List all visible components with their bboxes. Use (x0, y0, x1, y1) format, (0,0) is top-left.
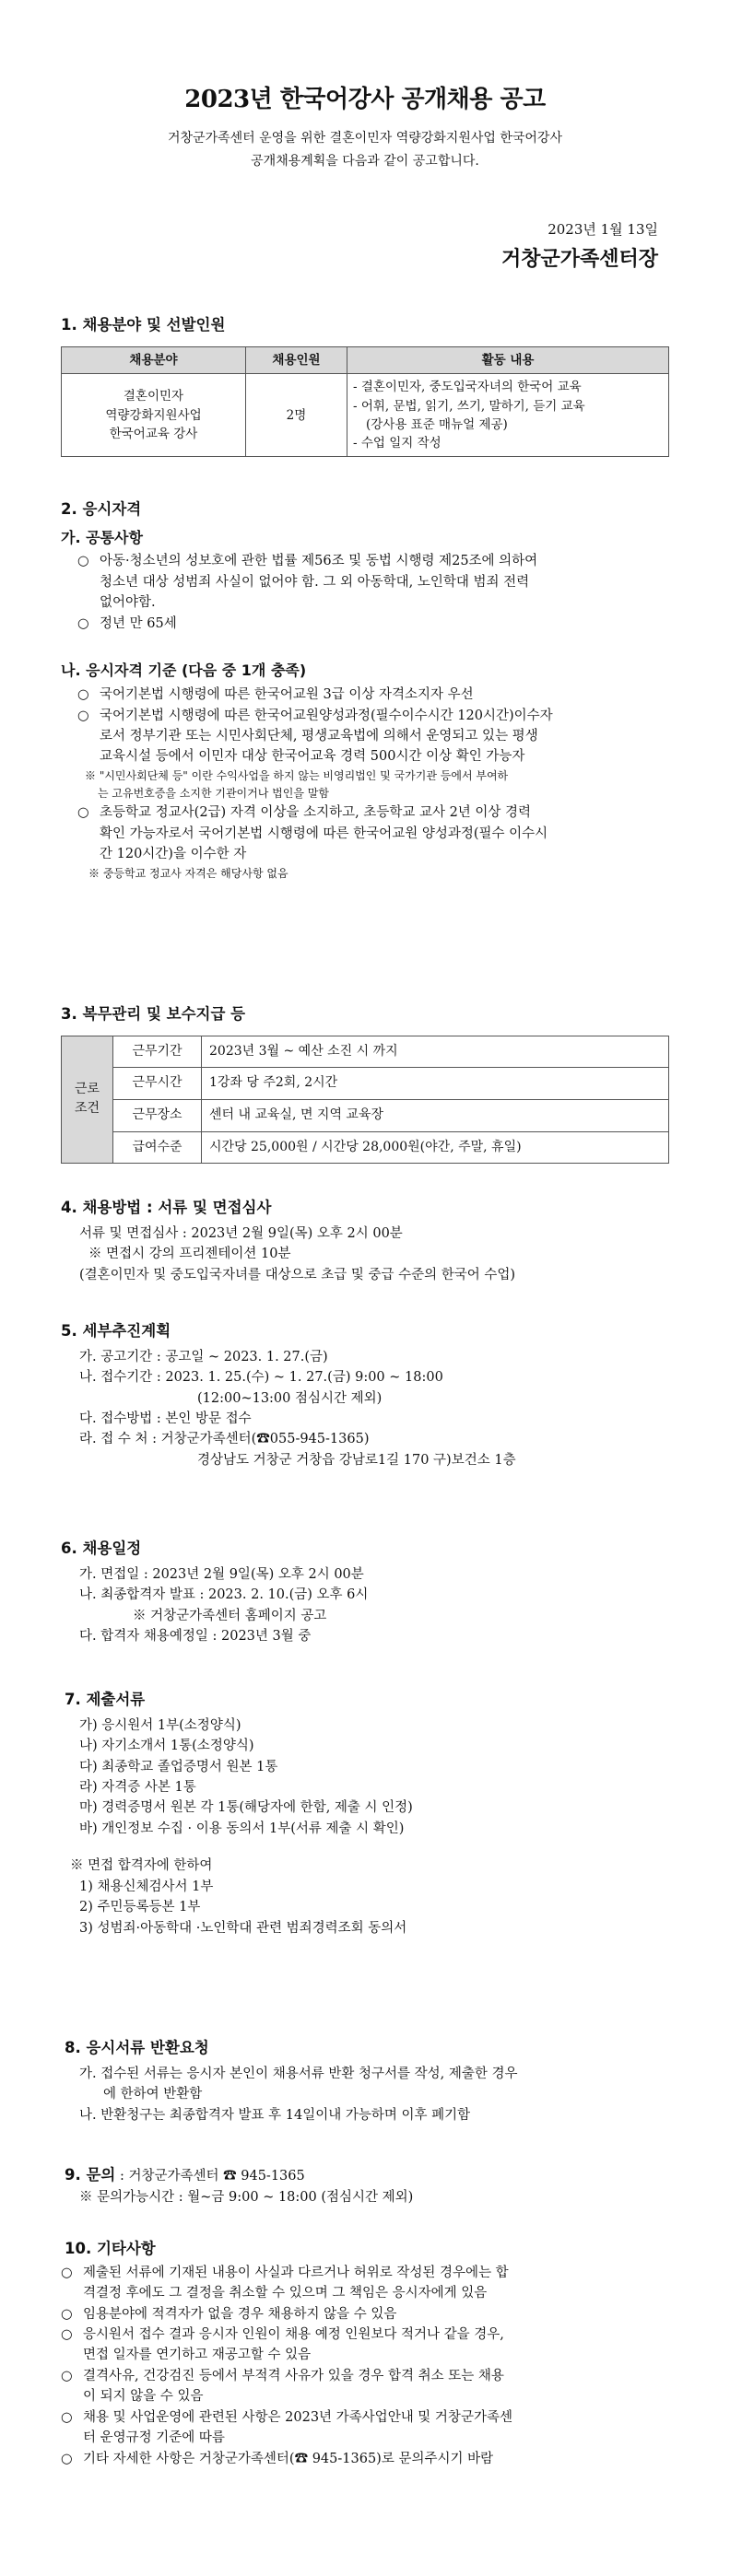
section-misc (61, 2237, 669, 2469)
item-line: 간 120시간)을 이수한 자 (100, 847, 247, 862)
text-line: 나. 반환청구는 최종합격자 발표 후 14일이내 가능하며 이후 폐기함 (79, 2107, 471, 2123)
item-line: 국어기본법 시행령에 따른 한국어교원양성과정(필수이수시간 120시간)이수자 (100, 708, 553, 723)
hours-text: ※ 문의가능시간 : 월~금 9:00 ~ 18:00 (점심시간 제외) (79, 2189, 414, 2205)
list-item: ○ 응시원서 접수 결과 응시자 인원이 채용 예정 인원보다 적거나 같을 경우, 면접 일자를 연기하고 재공고할 수 있음 (61, 2324, 669, 2366)
row-value: 1강좌 당 주2회, 2시간 (202, 1068, 669, 1100)
list-item: 마) 경력증명서 원본 각 1통(해당자에 한함, 제출 시 인정) (79, 1800, 413, 1816)
text-line: 에 한하여 반환함 (103, 2087, 203, 2102)
list-item: ○ 결격사유, 건강검진 등에서 부적격 사유가 있을 경우 합격 취소 또는 채용 이 되지 않을 수 있음 (61, 2366, 669, 2407)
item-line: 초등학교 정교사(2급) 자격 이상을 소지하고, 초등학교 교사 2년 이상 경력 (100, 805, 532, 821)
list-item: ○ 국어기본법 시행령에 따른 한국어교원 3급 이상 자격소지자 우선 (61, 685, 669, 705)
subsection-heading: 나. 응시자격 기준 (다음 중 1개 충족) (61, 662, 307, 680)
item-line: 채용 및 사업운영에 관련된 사항은 2023년 가족사업안내 및 거창군가족센 (83, 2409, 512, 2425)
row-label: 근무기간 (113, 1036, 202, 1068)
item-line: 기타 자세한 사항은 거창군가족센터(☎ 945-1365)로 문의주시기 바람 (83, 2451, 494, 2466)
intro-line: 거창군가족센터 운영을 위한 결혼이민자 역량강화지원사업 한국어강사 (168, 131, 562, 146)
item-line: 결격사유, 건강검진 등에서 부적격 사유가 있을 경우 합격 취소 또는 채용 (83, 2368, 504, 2383)
section-return-request (61, 2036, 669, 2125)
text-line: (12:00~13:00 점심시간 제외) (197, 1390, 383, 1406)
section-heading: 5. 세부추진계획 (61, 1322, 171, 1340)
activity-line: - 결혼이민자, 중도입국자녀의 한국어 교육 (353, 380, 582, 395)
section-documents (61, 1688, 669, 1938)
intro-text (61, 127, 669, 172)
item-line: 로서 정부기관 또는 시민사회단체, 평생교육법에 의해서 운영되고 있는 평생 (100, 728, 538, 744)
field-line: 한국어교육 강사 (109, 427, 198, 442)
row-value: 센터 내 교육실, 면 지역 교육장 (202, 1099, 669, 1131)
item-line: 아동·청소년의 성보호에 관한 법률 제56조 및 동법 시행령 제25조에 의하여 (100, 554, 538, 569)
table-row (62, 374, 669, 457)
column-header: 채용분야 (62, 346, 246, 374)
page-title: 2023년 한국어강사 공개채용 공고 (184, 86, 546, 113)
item-line: 이 되지 않을 수 있음 (83, 2389, 204, 2405)
side-line: 근로 (74, 1082, 100, 1097)
field-line: 결혼이민자 (123, 388, 184, 404)
column-header: 채용인원 (246, 346, 347, 374)
item-line: 정년 만 65세 (100, 615, 177, 631)
row-label: 근무장소 (113, 1099, 202, 1131)
section-working-conditions (61, 1002, 669, 1164)
section-heading: 6. 채용일정 (61, 1540, 142, 1557)
list-item: 3) 성범죄·아동학대 ·노인학대 관련 범죄경력조회 동의서 (79, 1920, 407, 1936)
row-value: 2023년 3월 ~ 예산 소진 시 까지 (202, 1036, 669, 1068)
table-row (62, 1131, 669, 1164)
item-line: 청소년 대상 성범죄 사실이 없어야 함. 그 외 아동학대, 노인학대 범죄 전력 (100, 574, 530, 590)
list-item: 가) 응시원서 1부(소정양식) (79, 1717, 241, 1733)
section-heading: 2. 응시자격 (61, 500, 142, 518)
list-item: 1) 채용신체검사서 1부 (79, 1879, 214, 1894)
text-line: 가. 공고기간 : 공고일 ~ 2023. 1. 27.(금) (79, 1349, 328, 1364)
field-line: 역량강화지원사업 (105, 407, 202, 423)
intro-line: 공개채용계획을 다음과 같이 공고합니다. (251, 153, 479, 169)
section-timeline (61, 1537, 669, 1646)
table-row (62, 1099, 669, 1131)
conditions-table (61, 1036, 669, 1165)
item-line: 격결정 후에도 그 결정을 취소할 수 있으며 그 책임은 응시자에게 있음 (83, 2286, 488, 2301)
side-line: 조건 (74, 1101, 100, 1117)
list-item: ○ 정년 만 65세 (61, 614, 669, 634)
item-line: 국어기본법 시행령에 따른 한국어교원 3급 이상 자격소지자 우선 (100, 687, 474, 703)
issuer-name: 거창군가족센터장 (500, 247, 658, 271)
item-line: 임용분야에 적격자가 없을 경우 채용하지 않을 수 있음 (83, 2306, 397, 2322)
item-line: 터 운영규정 기준에 따름 (83, 2430, 225, 2446)
section-selection-method (61, 1196, 669, 1285)
item-line: 응시원서 접수 결과 응시자 인원이 채용 예정 인원보다 적거나 같을 경우, (83, 2326, 504, 2342)
count-cell: 2명 (246, 374, 347, 457)
row-label: 급여수준 (113, 1131, 202, 1164)
text-line: 가. 접수된 서류는 응시자 본인이 채용서류 반환 청구서를 작성, 제출한 경우 (79, 2066, 518, 2081)
text-line: 경상남도 거창군 거창읍 강남로1길 170 구)보건소 1층 (197, 1452, 516, 1468)
inquiry-line (61, 2163, 669, 2187)
list-item: ○ 초등학교 정교사(2급) 자격 이상을 소지하고, 초등학교 교사 2년 이상 경력 확인 가능자로서 국어기본법 시행령에 따른 한국어교원 양성과정(필수 이수시 간 120시간)을 이수한 자 (61, 802, 669, 864)
table-row (62, 1068, 669, 1100)
row-label: 근무시간 (113, 1068, 202, 1100)
conditions-side-label (62, 1036, 113, 1164)
item-line: 없어야함. (100, 595, 156, 611)
list-item: ○ 임용분야에 적격자가 없을 경우 채용하지 않을 수 있음 (61, 2304, 669, 2324)
list-item: 라) 자격증 사본 1통 (79, 1779, 196, 1795)
list-item: ○ 기타 자세한 사항은 거창군가족센터(☎ 945-1365)로 문의주시기 바람 (61, 2449, 669, 2469)
list-item: ○ 아동·청소년의 성보호에 관한 법률 제56조 및 동법 시행령 제25조에 의하여 청소년 대상 성범죄 사실이 없어야 함. 그 외 아동학대, 노인학대 범죄 전력 없어야함. (61, 551, 669, 613)
activity-cell (347, 374, 669, 457)
contact-text: : 거창군가족센터 ☎ 945-1365 (119, 2169, 305, 2184)
text-line: 나. 접수기간 : 2023. 1. 25.(수) ~ 1. 27.(금) 9:00 ~ 18:00 (79, 1370, 443, 1386)
section-heading: 9. 문의 (65, 2166, 116, 2184)
section-heading: 10. 기타사항 (65, 2240, 156, 2257)
section-recruitment (61, 313, 669, 457)
note-line: ※ 면접 합격자에 한하여 (70, 1858, 213, 1874)
text-line: 가. 면접일 : 2023년 2월 9일(목) 오후 2시 00분 (79, 1566, 364, 1582)
section-heading: 3. 복무관리 및 보수지급 등 (61, 1005, 246, 1023)
activity-line: - 수업 일지 작성 (353, 436, 442, 451)
table-row (62, 1036, 669, 1068)
notice-date: 2023년 1월 13일 (548, 221, 658, 238)
note-line: ※ "시민사회단체 등" 이란 수익사업을 하지 않는 비영리법인 및 국가기관 등에서 부여하 (85, 768, 509, 782)
text-line: 나. 최종합격자 발표 : 2023. 2. 10.(금) 오후 6시 (79, 1587, 369, 1603)
item-line: 면접 일자를 연기하고 재공고할 수 있음 (83, 2348, 312, 2363)
section-heading: 4. 채용방법 : 서류 및 면접심사 (61, 1199, 272, 1216)
list-item: 바) 개인정보 수집 · 이용 동의서 1부(서류 제출 시 확인) (79, 1821, 405, 1836)
field-cell (62, 374, 246, 457)
list-item: ○ 제출된 서류에 기재된 내용이 사실과 다르거나 허위로 작성된 경우에는 합 격결정 후에도 그 결정을 취소할 수 있으며 그 책임은 응시자에게 있음 (61, 2263, 669, 2304)
list-item: ○ 국어기본법 시행령에 따른 한국어교원양성과정(필수이수시간 120시간)이수자 로서 정부기관 또는 시민사회단체, 평생교육법에 의해서 운영되고 있는 평생 교육시설 등에서 이민자 대상 한국어교육 경력 500시간 이상 확인 가능자 (61, 706, 669, 767)
recruitment-table (61, 346, 669, 458)
text-line: (결혼이민자 및 중도입국자녀를 대상으로 초급 및 중급 수준의 한국어 수업) (79, 1267, 516, 1282)
text-line: ※ 거창군가족센터 홈페이지 공고 (133, 1608, 327, 1623)
section-eligibility (61, 498, 669, 883)
section-heading: 1. 채용분야 및 선발인원 (61, 316, 226, 334)
list-item: 2) 주민등록등본 1부 (79, 1900, 201, 1915)
item-line: 교육시설 등에서 이민자 대상 한국어교육 경력 500시간 이상 확인 가능자 (100, 749, 525, 765)
item-line: 제출된 서류에 기재된 내용이 사실과 다르거나 허위로 작성된 경우에는 합 (83, 2265, 509, 2280)
text-line: 다. 합격자 채용예정일 : 2023년 3월 중 (79, 1628, 312, 1644)
text-line: 다. 접수방법 : 본인 방문 접수 (79, 1411, 252, 1426)
table-header-row (62, 346, 669, 374)
list-item: 다) 최종학교 졸업증명서 원본 1통 (79, 1759, 278, 1774)
section-heading: 7. 제출서류 (65, 1691, 146, 1708)
list-item: 나) 자기소개서 1통(소정양식) (79, 1739, 254, 1754)
column-header: 활동 내용 (347, 346, 669, 374)
activity-line: (강사용 표준 매뉴얼 제공) (366, 416, 508, 432)
footnote (61, 767, 669, 802)
note-line: 는 고유번호증을 소지한 기관이거나 법인을 말함 (98, 787, 329, 801)
item-line: 확인 가능자로서 국어기본법 시행령에 따른 한국어교원 양성과정(필수 이수시 (100, 825, 548, 841)
text-line: 라. 접 수 처 : 거창군가족센터(☎055-945-1365) (79, 1432, 370, 1447)
footnote: ※ 중등학교 정교사 자격은 해당사항 없음 (88, 866, 288, 880)
section-inquiry (61, 2163, 669, 2207)
row-value: 시간당 25,000원 / 시간당 28,000원(야간, 주말, 휴일) (202, 1131, 669, 1164)
text-line: 서류 및 면접심사 : 2023년 2월 9일(목) 오후 2시 00분 (79, 1225, 403, 1241)
subsection-heading: 가. 공통사항 (61, 528, 143, 546)
activity-line: - 어휘, 문법, 읽기, 쓰기, 말하기, 듣기 교육 (353, 398, 585, 414)
section-heading: 8. 응시서류 반환요청 (65, 2039, 209, 2056)
section-schedule-plan (61, 1319, 669, 1470)
text-line: ※ 면접시 강의 프리젠테이션 10분 (88, 1247, 291, 1262)
list-item: ○ 채용 및 사업운영에 관련된 사항은 2023년 가족사업안내 및 거창군가족센 터 운영규정 기준에 따름 (61, 2407, 669, 2449)
